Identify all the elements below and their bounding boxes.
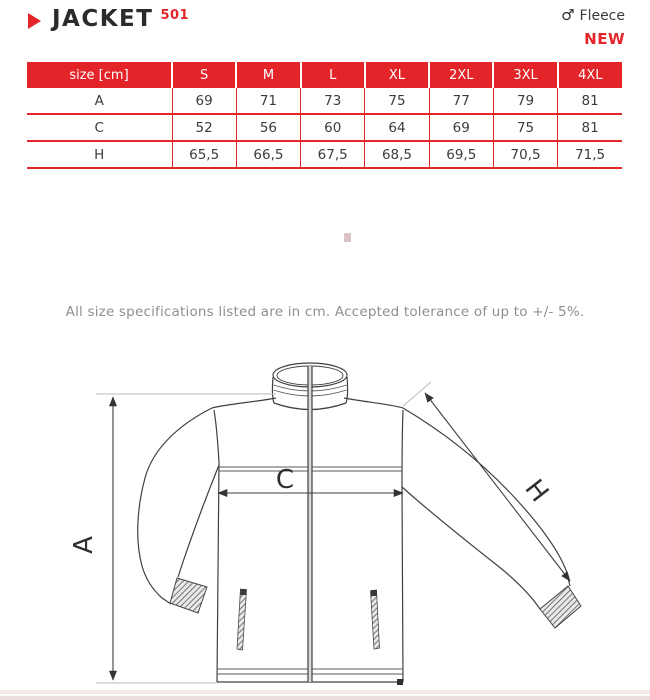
cell-h-s: 65,5 [172,141,236,168]
col-header-m: M [236,62,300,88]
cell-c-l: 60 [301,114,365,141]
right-pocket [371,590,380,649]
cell-h-m: 66,5 [236,141,300,168]
cell-a-m: 71 [236,88,300,114]
cell-a-4xl: 81 [558,88,622,114]
cell-a-l: 73 [301,88,365,114]
cell-a-2xl: 77 [429,88,493,114]
jacket-measurement-diagram [0,355,650,695]
right-cuff [540,586,581,628]
new-badge: NEW [584,30,625,48]
left-cuff [170,578,207,613]
cell-h-2xl: 69,5 [429,141,493,168]
material-label: Fleece [579,8,625,24]
size-table-header-row [27,62,622,88]
cell-a-3xl: 79 [493,88,557,114]
left-sleeve [138,408,219,604]
col-header-2xl: 2XL [429,62,493,88]
table-row-c [27,114,622,141]
dimension-label-h: H [518,474,555,509]
dimension-label-c: C [275,465,295,495]
dimension-h [403,382,570,581]
right-sleeve [402,408,570,609]
play-triangle-icon [28,13,41,29]
col-header-l: L [301,62,365,88]
male-icon: ♂ [561,6,575,24]
left-pocket [237,589,247,650]
col-header-xl: XL [365,62,429,88]
material-line [561,8,625,23]
cell-c-2xl: 69 [429,114,493,141]
dimension-a [69,394,276,683]
page-title [52,8,189,31]
col-header-size-cm: size [cm] [27,62,172,88]
cell-h-4xl: 71,5 [558,141,622,168]
col-header-4xl: 4XL [558,62,622,88]
zipper-stop [397,679,403,685]
col-header-s: S [172,62,236,88]
cell-c-xl: 64 [365,114,429,141]
zipper [308,366,403,685]
cell-h-l: 67,5 [301,141,365,168]
size-table [27,62,622,169]
product-code: 501 [160,8,190,23]
cell-a-s: 69 [172,88,236,114]
dimension-label-a: A [69,536,99,554]
title-wrap [28,8,189,31]
cell-c-3xl: 75 [493,114,557,141]
next-section-edge [0,690,650,700]
row-label-a: A [94,92,104,109]
col-header-3xl: 3XL [493,62,557,88]
cell-c-m: 56 [236,114,300,141]
cell-c-4xl: 81 [558,114,622,141]
table-row-h [27,141,622,168]
stray-mark [344,233,351,242]
tolerance-note: All size specifications listed are in cm. Accepted tolerance of up to +/- 5%. [65,304,585,320]
row-label-c: C [27,114,172,141]
cell-h-3xl: 70,5 [493,141,557,168]
header [28,8,625,47]
row-label-h: H [27,141,172,168]
product-name: JACKET [52,6,154,32]
cell-a-xl: 75 [365,88,429,114]
cell-h-xl: 68,5 [365,141,429,168]
table-row-a [27,88,622,114]
header-meta [561,8,625,47]
cell-c-s: 52 [172,114,236,141]
